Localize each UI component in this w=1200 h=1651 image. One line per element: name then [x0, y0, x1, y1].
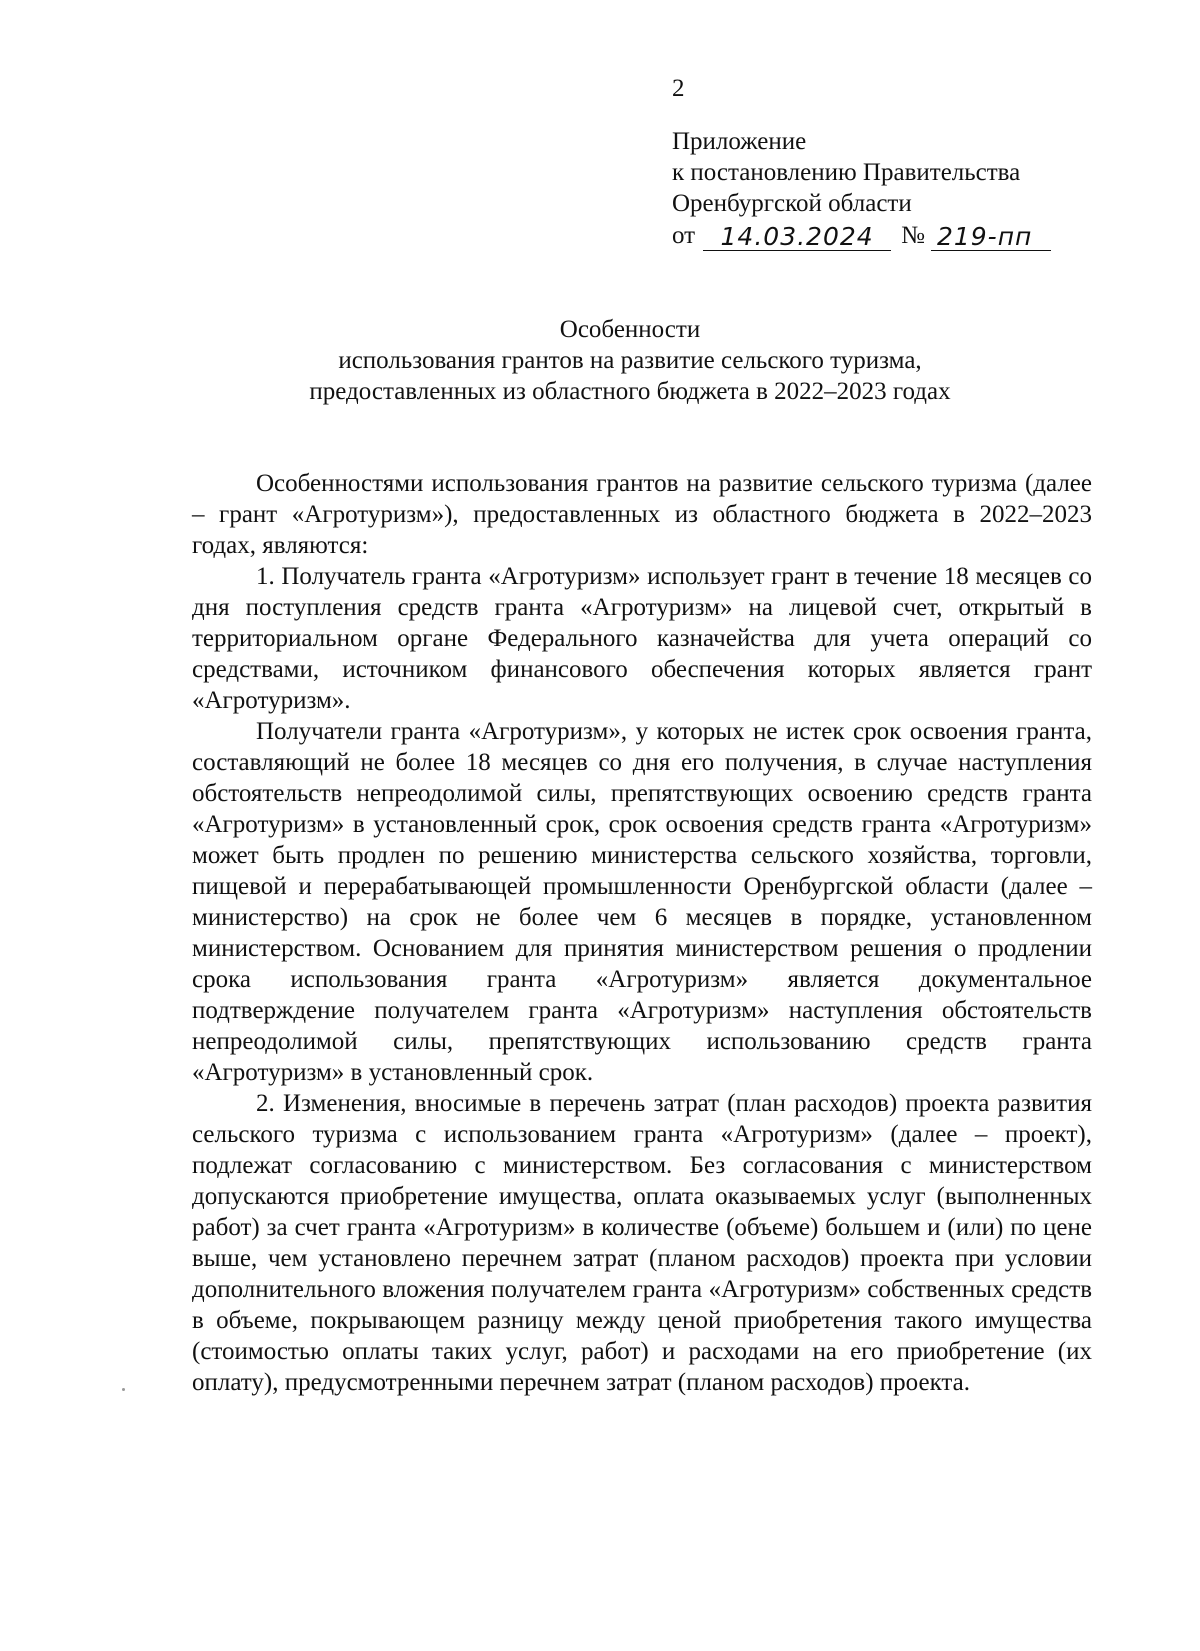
- handwritten-number: 219-пп: [931, 224, 1051, 251]
- appendix-line-1: Приложение: [672, 128, 807, 155]
- document-body: [192, 468, 1092, 1398]
- handwritten-date: 14.03.2024: [703, 224, 891, 251]
- title-line-3: предоставленных из областного бюджета в 2022–2023 годах: [309, 378, 951, 405]
- document-title: [190, 314, 1070, 407]
- appendix-line-3: Оренбургской области: [672, 190, 912, 217]
- paragraph-item-1: 1. Получатель гранта «Агротуризм» использует грант в течение 18 месяцев со дня поступления средств гранта «Агротуризм» на лицевой счет, открытый в территориальном органе Федерального казначейства для учета операций со средствами, источником финансового обеспечения которых является грант «Агротуризм».: [192, 563, 1092, 714]
- title-line-1: Особенности: [559, 316, 701, 343]
- from-label: от: [672, 222, 696, 249]
- scan-artifact: [122, 1388, 125, 1391]
- appendix-line-2: к постановлению Правительства: [672, 159, 1021, 186]
- appendix-date-line: [672, 220, 1092, 251]
- paragraph-item-1-extension: Получатели гранта «Агротуризм», у которых не истек срок освоения гранта, составляющий не более 18 месяцев со дня его получения, в случае наступления обстоятельств непреодолимой силы, препятствующих освоению средств гранта «Агротуризм» в установленный срок, срок освоения средств гранта «Агротуризм» может быть продлен по решению министерства сельского хозяйства, торговли, пищевой и перерабатывающей промышленности Оренбургской области (далее – министерство) на срок не более чем 6 месяцев в порядке, установленном министерством. Основанием для принятия министерством решения о продлении срока использования гранта «Агротуризм» является документальное подтверждение получателем гранта «Агротуризм» наступления обстоятельств непреодолимой силы, препятствующих использованию средств гранта «Агротуризм» в установленный срок.: [192, 718, 1092, 1086]
- paragraph-item-2: 2. Изменения, вносимые в перечень затрат (план расходов) проекта развития сельского туризма с использованием гранта «Агротуризм» (далее – проект), подлежат согласованию с министерством. Без согласования с министерством допускаются приобретение имущества, оплата оказываемых услуг (выполненных работ) за счет гранта «Агротуризм» в количестве (объеме) большем и (или) по цене выше, чем установлено перечнем затрат (планом расходов) проекта при условии дополнительного вложения получателем гранта «Агротуризм» собственных средств в объеме, покрывающем разницу между ценой приобретения такого имущества (стоимостью оплаты таких услуг, работ) и расходами на его приобретение (их оплату), предусмотренными перечнем затрат (планом расходов) проекта.: [192, 1090, 1092, 1396]
- number-label: №: [901, 222, 925, 249]
- appendix-header: [672, 126, 1092, 251]
- paragraph-intro: Особенностями использования грантов на развитие сельского туризма (далее – грант «Агротуризм»), предоставленных из областного бюджета в 2022–2023 годах, являются:: [192, 470, 1092, 559]
- title-line-2: использования грантов на развитие сельского туризма,: [338, 347, 922, 374]
- page-number: 2: [672, 75, 685, 102]
